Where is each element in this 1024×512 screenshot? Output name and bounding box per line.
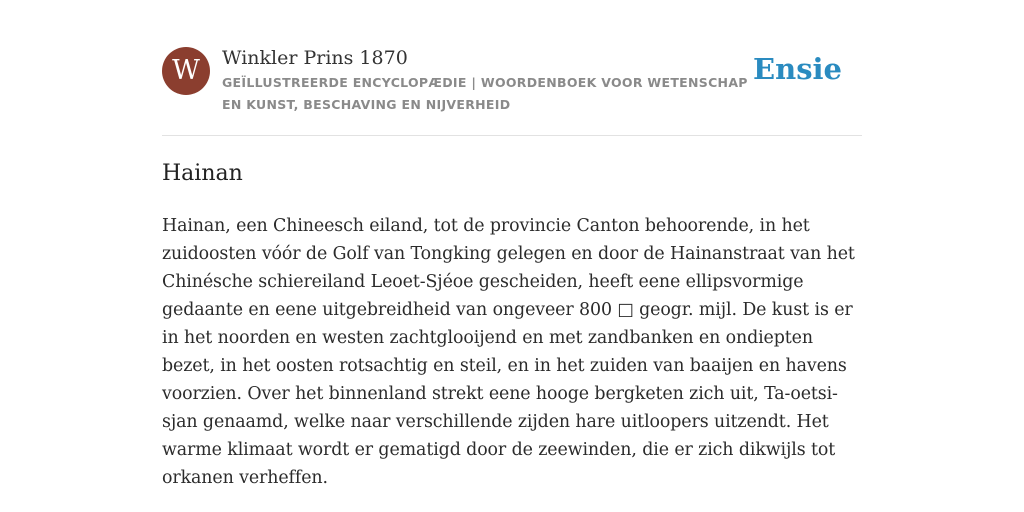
article-body: Hainan, een Chineesch eiland, tot de provincie Canton behoorende, in het zuidoosten vóór de Golf van Tongking gelegen en door de Hainanstraat van het Chinésche schiereiland Leoet-Sjéoe gescheiden, heeft eene ellipsvormige gedaante en eene uitgebreidheid van ongeveer 800 □ geogr. mijl. De kust is er in het noorden en westen zachtglooijend en met zandbanken en ondiepten bezet, in het oosten rotsachtig en steil, en in het zuiden van baaijen en havens voorzien. Over het binnenland strekt eene hooge bergketen zich uit, Ta-oetsi-sjan genaamd, welke naar verschillende zijden hare uitloopers uitzendt. Het warme klimaat wordt er gematigd door de zeewinden, die er zich dikwijls tot orkanen verheffen. bbox=[162, 216, 855, 488]
ensie-logo[interactable]: Ensie bbox=[753, 52, 842, 86]
header-divider bbox=[162, 135, 862, 136]
source-subtitle: GEÏLLUSTREERDE ENCYCLOPÆDIE | WOORDENBOEK VOOR WETENSCHAP EN KUNST, BESCHAVING EN NIJVERHEID bbox=[222, 75, 748, 112]
source-avatar[interactable]: W bbox=[162, 47, 210, 95]
source-title[interactable]: Winkler Prins 1870 bbox=[222, 47, 408, 69]
article-title: Hainan bbox=[162, 161, 243, 186]
